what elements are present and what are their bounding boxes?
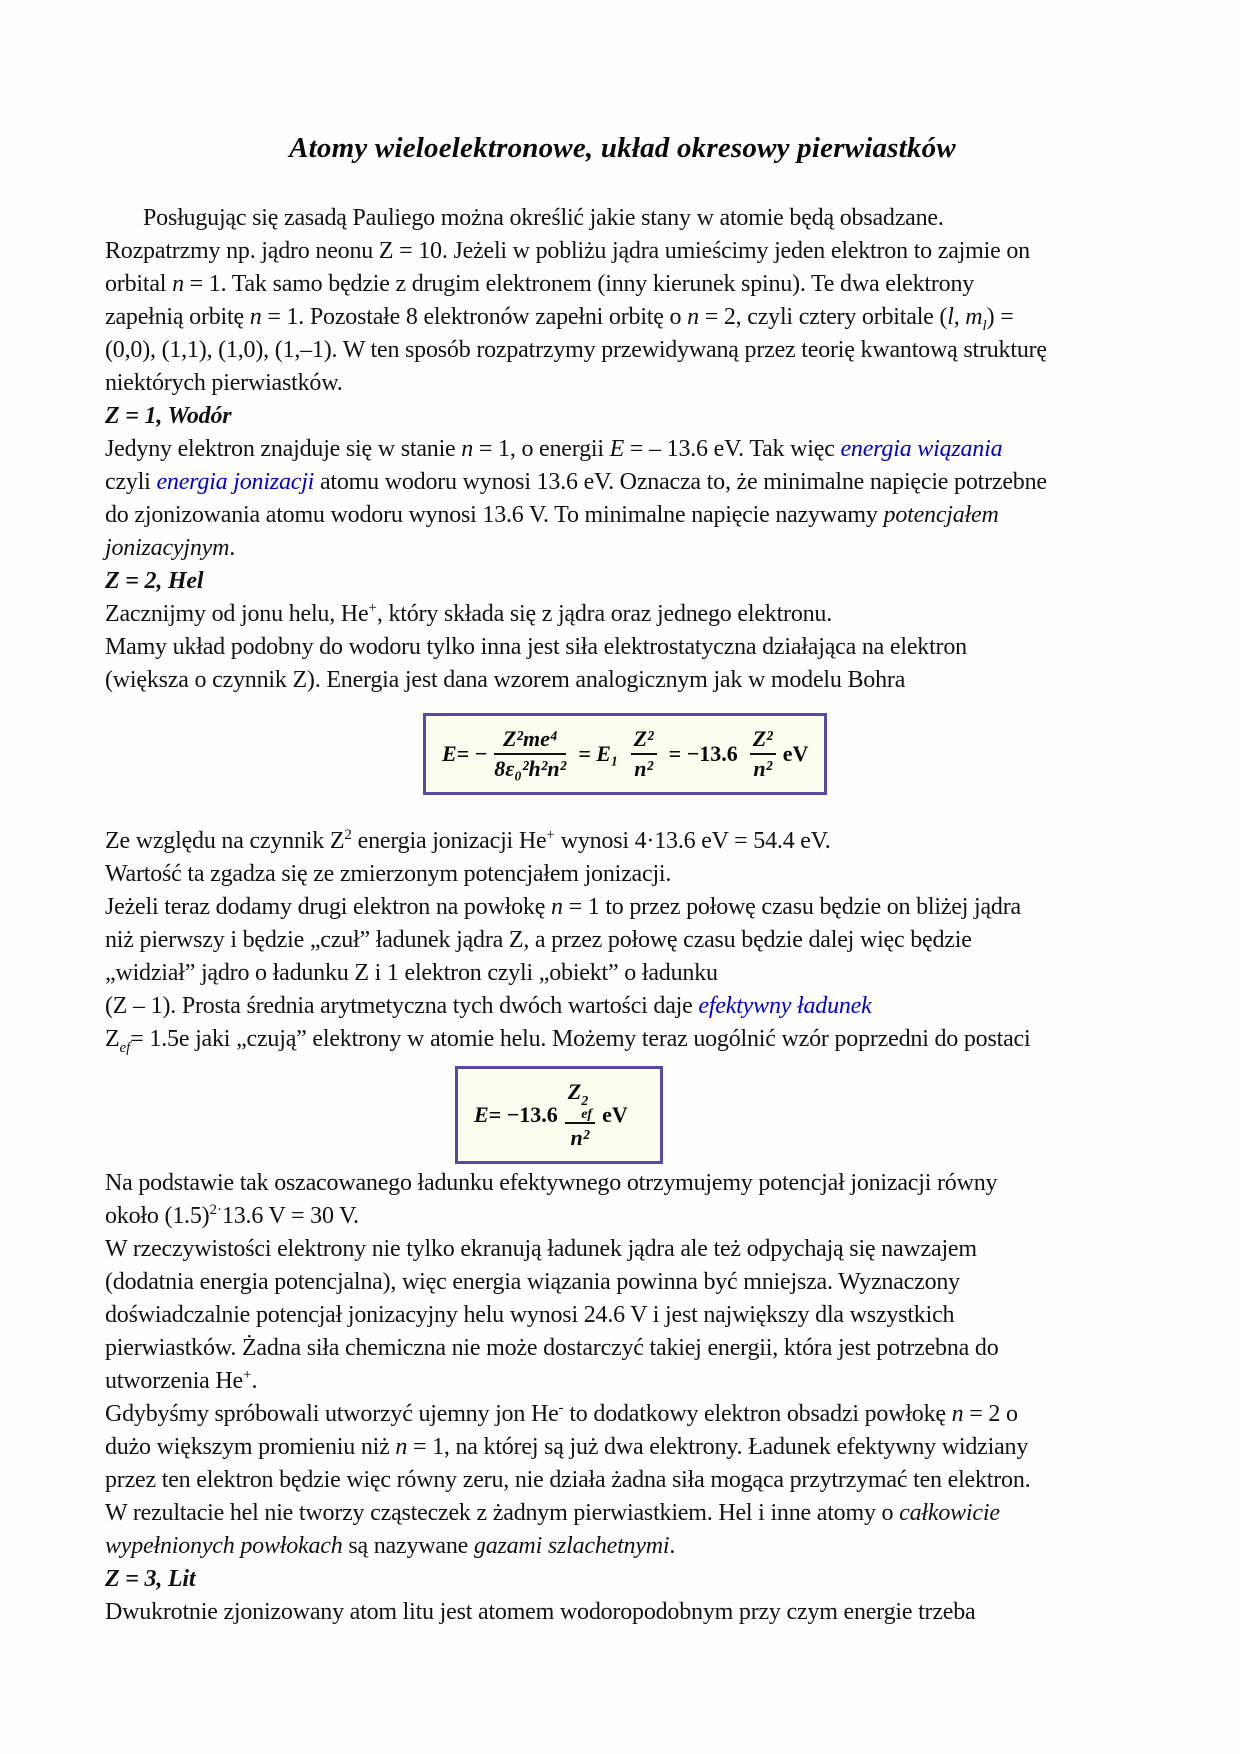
formula-effective-charge [474,1079,644,1151]
fraction-numerator: Z²me⁴ [494,726,566,755]
text-run: ef [119,1039,131,1056]
text-line [105,268,1165,301]
text-run: całkowicie [899,1500,1000,1526]
fraction-numerator [565,1079,595,1124]
text-line [105,598,1165,631]
text-line [105,664,1165,697]
text-run: Ze względu na czynnik Z [105,828,345,854]
formula-fraction [565,1079,595,1151]
text-line [105,1530,1165,1563]
formula-box-effective-charge [455,1066,663,1164]
text-run: n [172,271,184,297]
emphasized-term: efektywny ładunek [698,993,872,1019]
text-run: niż pierwszy i będzie „czuł” ładunek jądra Z, a przez połowę czasu będzie dalej więc będzie [105,927,972,953]
text-run: Rozpatrzmy np. jądro neonu Z = 10. Jeżeli w pobliżu jądra umieścimy jeden elektron to zajmie on [105,238,1030,264]
text-run: Z = 3, Lit [105,1566,196,1592]
text-run: + [368,600,377,616]
text-line [105,1023,1165,1056]
text-line [105,858,1165,891]
text-run: Jeżeli teraz dodamy drugi elektron na powłokę [105,894,551,920]
fraction-numerator: Z² [631,726,657,755]
text-run: przez ten elektron będzie więc równy zeru, nie działa żadna siła mogąca przytrzymać ten elektron. [105,1467,1031,1493]
superscript: 2 [581,1094,589,1109]
formula-lhs: E [474,1102,489,1127]
text-run: Mamy układ podobny do wodoru tylko inna jest siła elektrostatyczna działająca na elektron [105,634,967,660]
text-run: = 1. Pozostałe 8 elektronów zapełni orbitę o [261,304,688,330]
text-run: m [965,304,983,330]
fraction-denominator: n² [634,756,654,781]
text-run: atomu wodoru wynosi 13.6 eV. Oznacza to, że minimalne napięcie potrzebne [314,469,1047,495]
text-run: . [229,535,236,561]
text-run: utworzenia He [105,1368,244,1394]
text-run: n [550,894,563,920]
section-heading [105,565,1165,598]
text-run: = 1, o energii [473,436,610,462]
text-run: Z [105,1026,120,1052]
text-line [105,532,1165,565]
text-run: l [982,317,987,334]
fraction-denominator: 8ε₀²h²n² [494,756,567,781]
text-run: Na podstawie tak oszacowanego ładunku efektywnego otrzymujemy potencjał jonizacji równy [105,1170,998,1196]
formula-equals: = E₁ [578,741,619,766]
text-run: gazami szlachetnymi [473,1533,670,1559]
formula-bohr-energy [442,726,808,782]
emphasized-term: energia jonizacji [156,469,315,495]
text-run: dużo większym promieniu niż [105,1434,396,1460]
text-line [105,1299,1165,1332]
text-run: doświadczalnie potencjał jonizacyjny helu wynosi 24.6 V i jest największy dla wszystkich [105,1302,955,1328]
formula-coefficient: = −13.6 [668,741,738,766]
text-line [105,1596,1165,1629]
text-line [105,1365,1165,1398]
text-run: potencjałem [883,502,999,528]
text-run: do zjonizowania atomu wodoru wynosi 13.6 V. To minimalne napięcie nazywamy [105,502,884,528]
text-line [105,1233,1165,1266]
text-line [105,1497,1165,1530]
text-line [105,1464,1165,1497]
text-run: czyli [105,469,157,495]
text-run: Z = 1, Wodór [105,403,232,429]
text-run: jonizacyjnym [105,535,230,561]
text-run: wypełnionych powłokach [105,1533,343,1559]
text-run: 2· [209,1202,222,1218]
text-run: zapełnią orbitę [105,304,250,330]
text-line [105,1398,1165,1431]
formula-unit: eV [602,1102,628,1127]
text-line [105,631,1165,664]
text-run: (0,0), (1,1), (1,0), (1,–1). W ten sposób rozpatrzymy przewidywaną przez teorię kwantową strukturę [105,337,1047,363]
formula-fraction [750,726,776,782]
text-line [105,235,1165,268]
fraction-denominator: n² [570,1125,590,1150]
text-run: = 1, na której są już dwa elektrony. Ładunek efektywny widziany [407,1434,1029,1460]
text-run: n [395,1434,408,1460]
paragraph-block-conclusion [105,1167,1165,1629]
text-run: ) = [986,304,1014,330]
section-heading [105,1563,1165,1596]
text-line [105,301,1165,334]
text-run: „widział” jądro o ładunku Z i 1 elektron czyli „obiekt” o ładunku [105,960,718,986]
text-run: W rzeczywistości elektrony nie tylko ekranują ładunek jądra ale też odpychają się nawzajem [105,1236,977,1262]
variable-z: Z [567,1079,582,1104]
text-run: l [947,304,954,330]
paragraph-block-helium [105,825,1165,1056]
text-run: = 1. Tak samo będzie z drugim elektronem (inny kierunek spinu). Te dwa elektrony [183,271,975,297]
text-run: są nazywane [342,1533,474,1559]
text-run: , [953,304,966,330]
text-line [105,924,1165,957]
text-line [105,1332,1165,1365]
subscript: ef [581,1107,593,1122]
text-run: n [249,304,262,330]
text-run: . [669,1533,676,1559]
text-line [105,957,1165,990]
text-run: W rezultacie hel nie tworzy cząsteczek z żadnym pierwiastkiem. Hel i inne atomy o [105,1500,900,1526]
text-run: = 2 o [963,1401,1018,1427]
formula-box-bohr-energy [423,713,827,795]
text-line [105,990,1165,1023]
text-run: Posługując się zasadą Pauliego można określić jakie stany w atomie będą obsadzane. [143,205,944,231]
text-run: n [951,1401,964,1427]
text-run: n [687,304,699,330]
text-run: n [461,436,474,462]
text-run: . [251,1368,258,1394]
text-line [105,433,1165,466]
formula-unit: eV [782,741,809,766]
text-run: Dwukrotnie zjonizowany atom litu jest atomem wodoropodobnym przy czym energie trzeba [105,1599,976,1625]
text-run: Zacznijmy od jonu helu, He [105,601,369,627]
emphasized-term: energia wiązania [840,436,1003,462]
text-run: (większa o czynnik Z). Energia jest dana wzorem analogicznym jak w modelu Bohra [105,667,906,693]
text-run: + [546,827,555,843]
text-line [105,825,1165,858]
section-heading [105,400,1165,433]
text-run: około (1.5) [105,1203,210,1229]
text-run: = 1.5e jaki „czują” elektrony w atomie helu. Możemy teraz uogólnić wzór poprzedni do postaci [130,1026,1031,1052]
fraction-denominator: n² [753,756,773,781]
text-run: niektórych pierwiastków. [105,370,343,396]
text-run: energia jonizacji He [351,828,547,854]
text-run: = 1 to przez połowę czasu będzie on bliżej jądra [562,894,1021,920]
text-line [105,891,1165,924]
text-run: 13.6 V = 30 V. [221,1203,359,1229]
formula-lhs: E [442,741,457,766]
fraction-numerator: Z² [750,726,776,755]
text-run: Jedyny elektron znajduje się w stanie [105,436,462,462]
text-run: Z = 2, Hel [105,568,204,594]
formula-fraction [494,726,566,782]
stacked-supsub [581,1095,592,1121]
text-line [105,1431,1165,1464]
text-line [105,1266,1165,1299]
formula-equals: = − [488,1102,520,1127]
text-run: Wartość ta zgadza się ze zmierzonym potencjałem jonizacji. [105,861,672,887]
text-run: Gdybyśmy spróbowali utworzyć ujemny jon He [105,1401,559,1427]
paragraph-block-intro [105,202,1165,697]
text-run: - [558,1400,564,1416]
text-line [105,367,1165,400]
text-run: (dodatnia energia potencjalna), więc energia wiązania powinna być mniejsza. Wyznaczony [105,1269,960,1295]
text-run: pierwiastków. Żadna siła chemiczna nie może dostarczyć takiej energii, która jest potrzebna do [105,1335,999,1361]
text-run: E [609,436,625,462]
formula-fraction [631,726,657,782]
document-title: Atomy wieloelektronowe, układ okresowy pierwiastków [289,132,956,164]
text-run: + [243,1367,252,1383]
text-run: = – 13.6 eV. Tak więc [624,436,841,462]
formula-equals: = − [456,741,488,766]
text-run: (Z – 1). Prosta średnia arytmetyczna tych dwóch wartości daje [105,993,699,1019]
text-line [105,202,1165,235]
text-line [105,1200,1165,1233]
text-line [105,466,1165,499]
text-line [105,1167,1165,1200]
text-run: = 2, czyli cztery orbitale ( [698,304,948,330]
text-run: wynosi 4·13.6 eV = 54.4 eV. [554,828,831,854]
text-run: orbital [105,271,173,297]
text-run: , który składa się z jądra oraz jednego elektronu. [376,601,833,627]
text-run: 2 [344,827,352,843]
formula-coefficient: 13.6 [519,1102,558,1127]
text-line [105,499,1165,532]
text-run: to dodatkowy elektron obsadzi powłokę [563,1401,952,1427]
text-line [105,334,1165,367]
